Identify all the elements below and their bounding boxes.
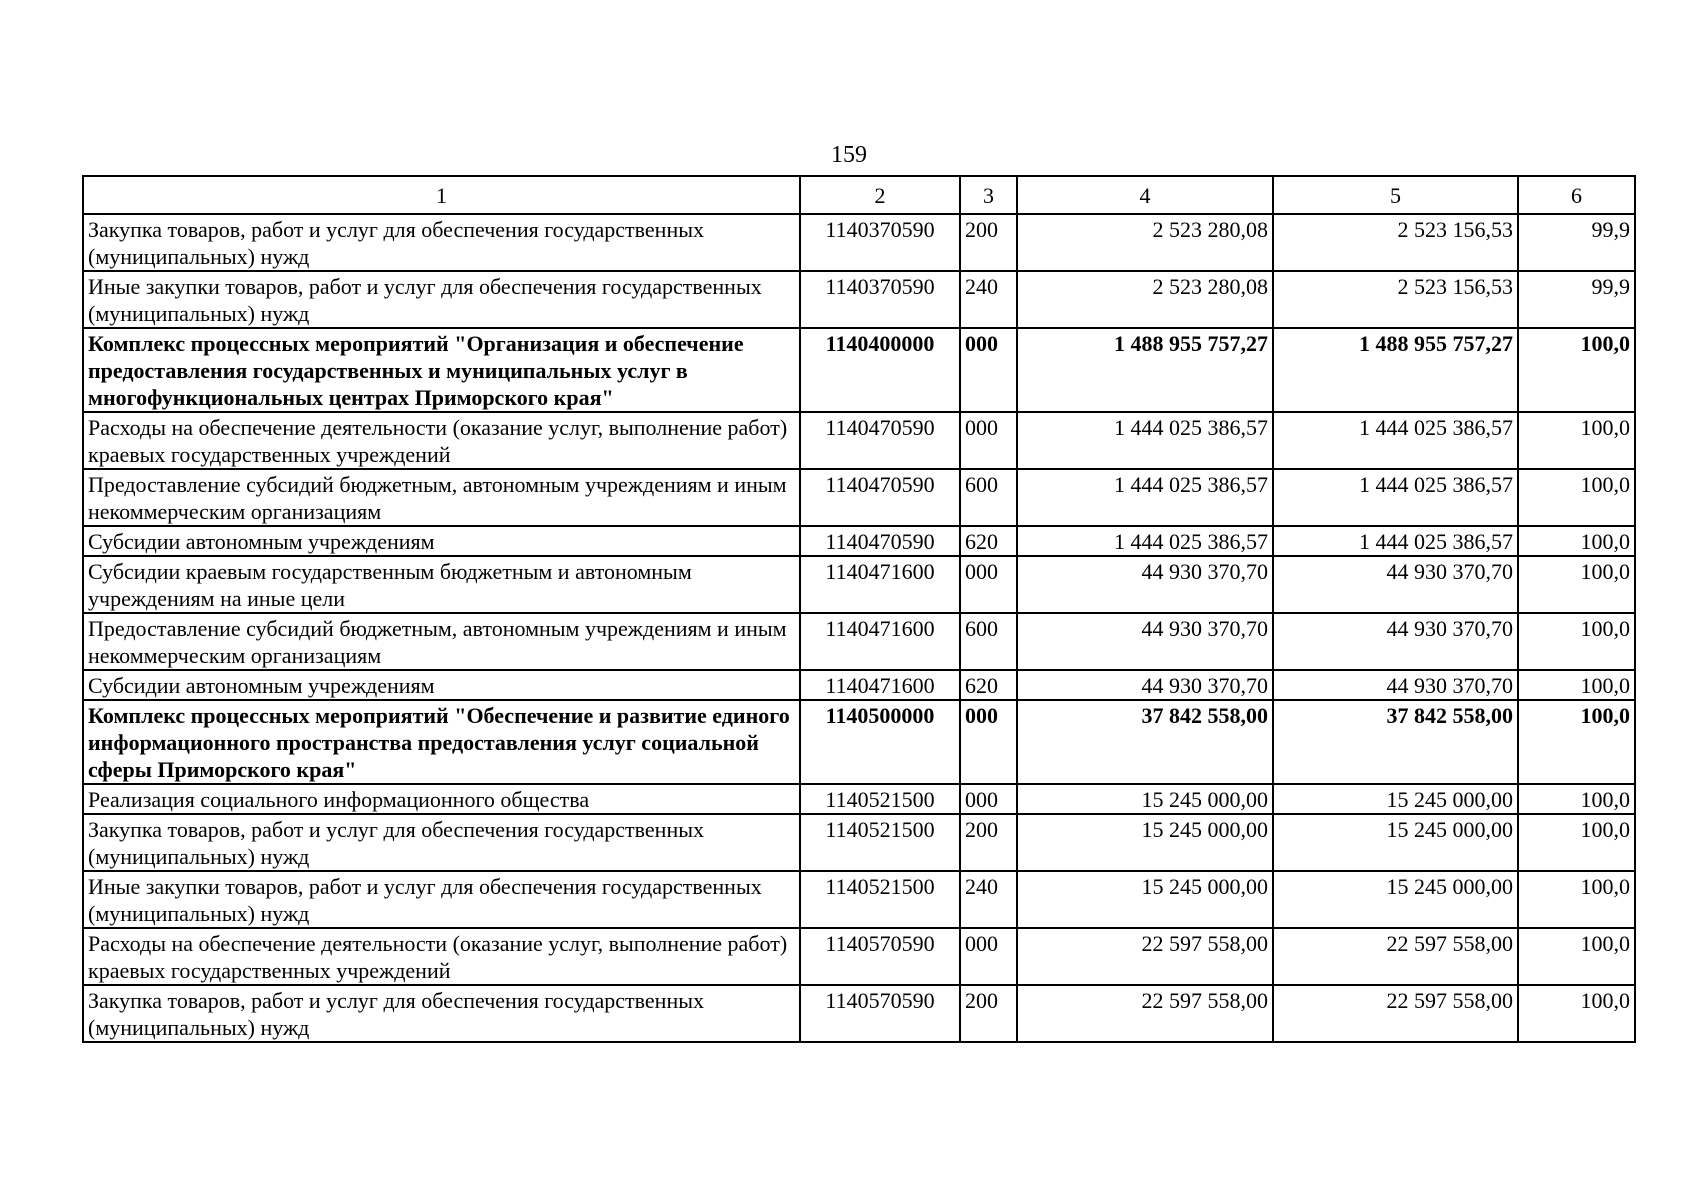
cell-fact: 1 488 955 757,27 [1273,328,1518,412]
cell-code: 1140471600 [800,613,960,670]
cell-percent: 99,9 [1518,214,1635,271]
cell-percent: 100,0 [1518,328,1635,412]
cell-fact: 15 245 000,00 [1273,871,1518,928]
cell-fact: 2 523 156,53 [1273,271,1518,328]
cell-code: 1140521500 [800,814,960,871]
cell-code: 1140470590 [800,526,960,556]
cell-type: 000 [960,700,1017,784]
cell-type: 000 [960,784,1017,814]
cell-percent: 100,0 [1518,469,1635,526]
cell-plan: 2 523 280,08 [1017,271,1273,328]
cell-type: 000 [960,556,1017,613]
cell-code: 1140570590 [800,928,960,985]
cell-fact: 15 245 000,00 [1273,814,1518,871]
cell-percent: 100,0 [1518,985,1635,1042]
budget-table [82,175,1636,1043]
cell-name: Предоставление субсидий бюджетным, автономным учреждениям и иным некоммерческим организациям [83,613,800,670]
cell-fact: 15 245 000,00 [1273,784,1518,814]
cell-name: Субсидии краевым государственным бюджетным и автономным учреждениям на иные цели [83,556,800,613]
cell-code: 1140470590 [800,412,960,469]
cell-name: Закупка товаров, работ и услуг для обеспечения государственных (муниципальных) нужд [83,985,800,1042]
page-number: 159 [831,142,867,168]
cell-percent: 100,0 [1518,412,1635,469]
cell-type: 600 [960,613,1017,670]
cell-code: 1140471600 [800,670,960,700]
table-row [83,556,1635,613]
header-col-1: 1 [83,176,800,214]
cell-plan: 22 597 558,00 [1017,928,1273,985]
cell-plan: 15 245 000,00 [1017,814,1273,871]
table-row [83,871,1635,928]
cell-fact: 22 597 558,00 [1273,985,1518,1042]
cell-percent: 100,0 [1518,556,1635,613]
cell-percent: 100,0 [1518,871,1635,928]
cell-plan: 1 444 025 386,57 [1017,526,1273,556]
table-body [83,214,1635,1042]
cell-type: 620 [960,526,1017,556]
header-col-2: 2 [800,176,960,214]
cell-code: 1140400000 [800,328,960,412]
cell-code: 1140521500 [800,784,960,814]
table-row [83,412,1635,469]
cell-fact: 1 444 025 386,57 [1273,412,1518,469]
cell-code: 1140500000 [800,700,960,784]
cell-name: Комплекс процессных мероприятий "Организация и обеспечение предоставления государственных и муниципальных услуг в многофункциональных центрах Приморского края" [83,328,800,412]
cell-fact: 37 842 558,00 [1273,700,1518,784]
table-row [83,784,1635,814]
cell-name: Иные закупки товаров, работ и услуг для обеспечения государственных (муниципальных) нужд [83,871,800,928]
cell-plan: 1 488 955 757,27 [1017,328,1273,412]
cell-percent: 100,0 [1518,700,1635,784]
cell-fact: 2 523 156,53 [1273,214,1518,271]
cell-code: 1140370590 [800,214,960,271]
cell-fact: 1 444 025 386,57 [1273,526,1518,556]
cell-name: Расходы на обеспечение деятельности (оказание услуг, выполнение работ) краевых государственных учреждений [83,928,800,985]
cell-type: 620 [960,670,1017,700]
cell-percent: 100,0 [1518,670,1635,700]
cell-name: Расходы на обеспечение деятельности (оказание услуг, выполнение работ) краевых государственных учреждений [83,412,800,469]
cell-name: Субсидии автономным учреждениям [83,526,800,556]
cell-type: 200 [960,985,1017,1042]
header-row [83,176,1635,214]
table-header [83,176,1635,214]
cell-fact: 44 930 370,70 [1273,670,1518,700]
table-row [83,613,1635,670]
header-col-4: 4 [1017,176,1273,214]
cell-plan: 44 930 370,70 [1017,556,1273,613]
cell-type: 240 [960,271,1017,328]
cell-percent: 100,0 [1518,814,1635,871]
cell-percent: 100,0 [1518,928,1635,985]
cell-fact: 44 930 370,70 [1273,613,1518,670]
cell-plan: 1 444 025 386,57 [1017,469,1273,526]
cell-name: Закупка товаров, работ и услуг для обеспечения государственных (муниципальных) нужд [83,814,800,871]
table-row [83,271,1635,328]
cell-type: 000 [960,412,1017,469]
cell-plan: 22 597 558,00 [1017,985,1273,1042]
table-row [83,814,1635,871]
cell-name: Реализация социального информационного общества [83,784,800,814]
cell-fact: 22 597 558,00 [1273,928,1518,985]
cell-plan: 2 523 280,08 [1017,214,1273,271]
cell-plan: 44 930 370,70 [1017,670,1273,700]
cell-code: 1140471600 [800,556,960,613]
cell-name: Комплекс процессных мероприятий "Обеспечение и развитие единого информационного пространства предоставления услуг социальной сферы Приморского края" [83,700,800,784]
table-row [83,700,1635,784]
table-row [83,928,1635,985]
cell-fact: 1 444 025 386,57 [1273,469,1518,526]
cell-percent: 100,0 [1518,784,1635,814]
cell-type: 200 [960,214,1017,271]
header-col-3: 3 [960,176,1017,214]
cell-plan: 1 444 025 386,57 [1017,412,1273,469]
cell-name: Иные закупки товаров, работ и услуг для обеспечения государственных (муниципальных) нужд [83,271,800,328]
cell-code: 1140370590 [800,271,960,328]
table-row [83,526,1635,556]
cell-plan: 37 842 558,00 [1017,700,1273,784]
table-row [83,985,1635,1042]
table-row [83,670,1635,700]
cell-type: 600 [960,469,1017,526]
cell-name: Субсидии автономным учреждениям [83,670,800,700]
cell-type: 200 [960,814,1017,871]
table-row [83,214,1635,271]
cell-plan: 15 245 000,00 [1017,871,1273,928]
cell-fact: 44 930 370,70 [1273,556,1518,613]
cell-percent: 100,0 [1518,613,1635,670]
cell-plan: 15 245 000,00 [1017,784,1273,814]
cell-type: 000 [960,328,1017,412]
header-col-5: 5 [1273,176,1518,214]
table-row [83,469,1635,526]
cell-name: Закупка товаров, работ и услуг для обеспечения государственных (муниципальных) нужд [83,214,800,271]
cell-percent: 100,0 [1518,526,1635,556]
cell-code: 1140570590 [800,985,960,1042]
cell-type: 000 [960,928,1017,985]
cell-plan: 44 930 370,70 [1017,613,1273,670]
table-row [83,328,1635,412]
header-col-6: 6 [1518,176,1635,214]
cell-type: 240 [960,871,1017,928]
cell-name: Предоставление субсидий бюджетным, автономным учреждениям и иным некоммерческим организациям [83,469,800,526]
cell-code: 1140521500 [800,871,960,928]
cell-percent: 99,9 [1518,271,1635,328]
cell-code: 1140470590 [800,469,960,526]
